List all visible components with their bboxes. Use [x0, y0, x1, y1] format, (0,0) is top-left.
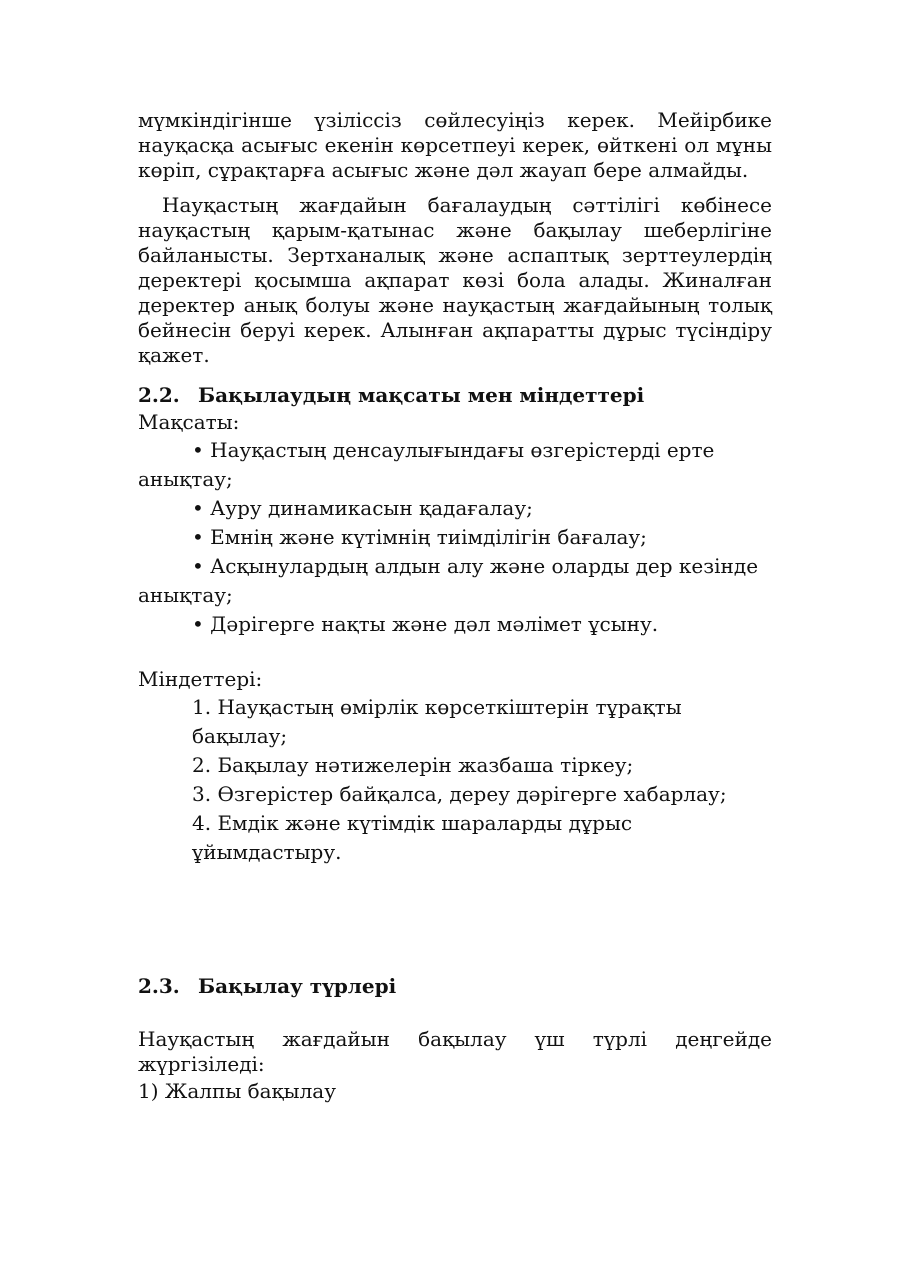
task-item: 4. Емдік және күтімдік шараларды дұрыс ұйымдастыру.: [192, 811, 633, 864]
task-item: 1. Науқастың өмірлік көрсеткіштерін тұрақты бақылау;: [192, 695, 682, 748]
goal-item: • Дәрігерге нақты және дәл мәлімет ұсыну.: [192, 612, 659, 636]
section-intro: Науқастың жағдайын бақылау үш түрлі деңгейде жүргізіледі:: [138, 1027, 772, 1076]
goal-item: • Ауру динамикасын қадағалау;: [192, 496, 533, 520]
section-title: Бақылаудың мақсаты мен міндеттері: [198, 383, 645, 407]
task-item: 3. Өзгерістер байқалса, дереу дәрігерге хабарлау;: [192, 782, 727, 806]
section-heading-2-3: [138, 973, 772, 999]
section-number: 2.3.: [138, 974, 180, 998]
goal-item: • Науқастың денсаулығындағы өзгерістерді ерте анықтау;: [138, 438, 715, 491]
paragraph-2: Науқастың жағдайын бағалаудың сәттілігі көбінесе науқастың қарым-қатынас және бақылау шеберлігіне байланысты. Зертханалық және аспаптық зерттеулердің деректері қосымша ақпарат көзі бола алады. Жиналған деректер анық болуы және науқастың жағдайының толық бейнесін беруі керек. Алынған ақпаратты дұрыс түсіндіру қажет.: [138, 193, 772, 367]
goal-item: • Асқынулардың алдын алу және оларды дер кезінде анықтау;: [138, 554, 759, 607]
section-number: 2.2.: [138, 383, 180, 407]
list-item: 1) Жалпы бақылау: [138, 1079, 336, 1103]
goal-item: • Емнің және күтімнің тиімділігін бағалау;: [192, 525, 647, 549]
section-title: Бақылау түрлері: [198, 974, 397, 998]
task-item: 2. Бақылау нәтижелерін жазбаша тіркеу;: [192, 753, 634, 777]
paragraph-1: мүмкіндігінше үзіліссіз сөйлесуіңіз керек. Мейірбике науқасқа асығыс екенін көрсетпеуі керек, өйткені ол мұны көріп, сұрақтарға асығыс және дәл жауап бере алмайды.: [138, 108, 772, 182]
section-heading-2-2: [138, 382, 772, 408]
tasks-label: Міндеттері:: [138, 667, 263, 691]
goals-label: Мақсаты:: [138, 410, 240, 434]
document-page: [138, 108, 772, 1106]
